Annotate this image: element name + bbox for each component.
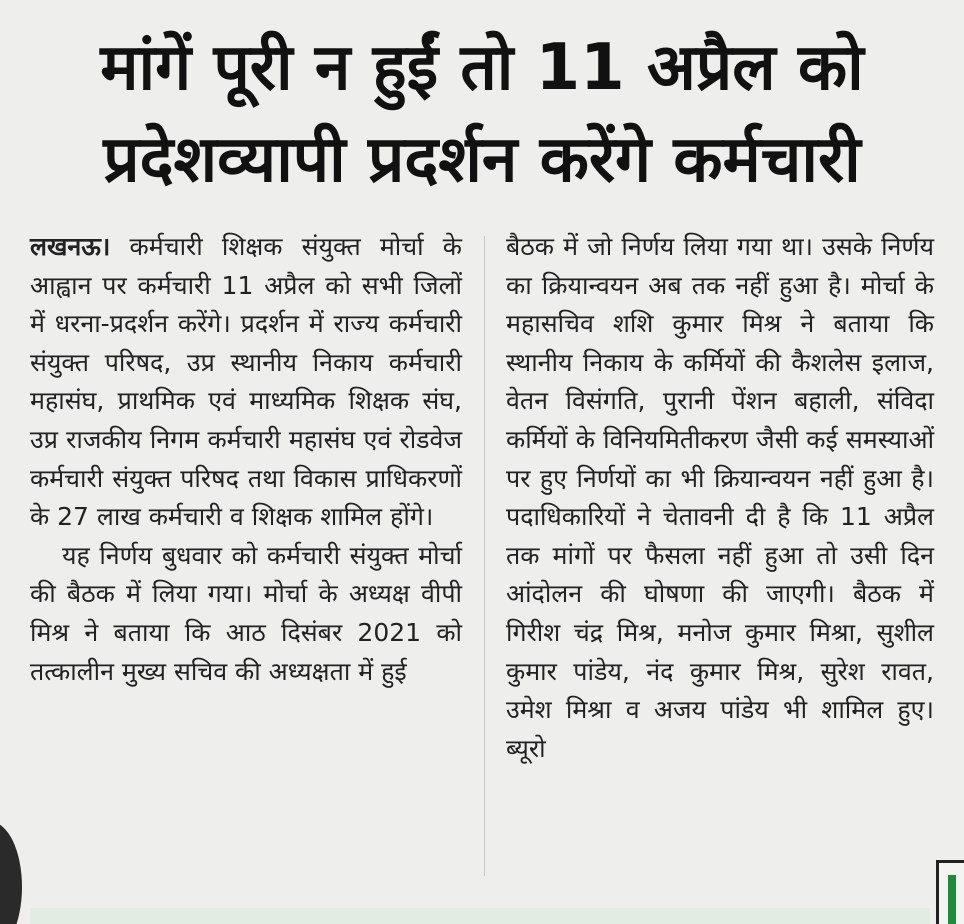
paragraph-2: यह निर्णय बुधवार को कर्मचारी संयुक्त मोर्चा की बैठक में लिया गया। मोर्चा के अध्यक्ष वीपी मिश्र ने बताया कि आठ दिसंबर 2021 को तत्कालीन मुख्य सचिव की अध्यक्षता में हुई [30,540,462,686]
article-column-right [506,228,934,768]
dateline: लखनऊ। [30,232,111,261]
ad-green-bar [948,875,956,924]
headline-line-1: मांगें पूरी न हुईं तो 11 अप्रैल को [100,31,864,105]
adjacent-ad-box [936,860,964,924]
paragraph-1 [30,228,462,537]
article-column-left [30,228,462,691]
paragraph-3: बैठक में जो निर्णय लिया गया था। उसके निर्णय का क्रियान्वयन अब तक नहीं हुआ है। मोर्चा के महासचिव शशि कुमार मिश्र ने बताया कि स्थानीय निकाय के कर्मियों की कैशलेस इलाज, वेतन विसंगति, पुरानी पेंशन बहाली, संविदा कर्मियों के विनियमितीकरण जैसी कई समस्याओं पर हुए निर्णयों का भी क्रियान्वयन नहीं हुआ है। पदाधिकारियों ने चेतावनी दी है कि 11 अप्रैल तक मांगों पर फैसला नहीं हुआ तो उसी दिन आंदोलन की घोषणा की जाएगी। बैठक में गिरीश चंद्र मिश्र, मनोज कुमार मिश्रा, सुशील कुमार पांडेय, नंद कुमार मिश्र, सुरेश रावत, उमेश मिश्रा व अजय पांडेय भी शामिल हुए। ब्यूरो [506,232,934,763]
headline-line-2: प्रदेशव्यापी प्रदर्शन करेंगे कर्मचारी [103,123,861,197]
column-divider [484,236,485,876]
adjacent-article-strip [30,908,930,924]
paragraph-1-text: कर्मचारी शिक्षक संयुक्त मोर्चा के आह्वान पर कर्मचारी 11 अप्रैल को सभी जिलों में धरना-प्रदर्शन करेंगे। प्रदर्शन में राज्य कर्मचारी संयुक्त परिषद, उप्र स्थानीय निकाय कर्मचारी महासंघ, प्राथमिक एवं माध्यमिक शिक्षक संघ, उप्र राजकीय निगम कर्मचारी महासंघ एवं रोडवेज कर्मचारी संयुक्त परिषद तथा विकास प्राधिकरणों के 27 लाख कर्मचारी व शिक्षक शामिल होंगे। [30,232,462,532]
headline [0,22,964,206]
finger-shadow [0,822,22,924]
